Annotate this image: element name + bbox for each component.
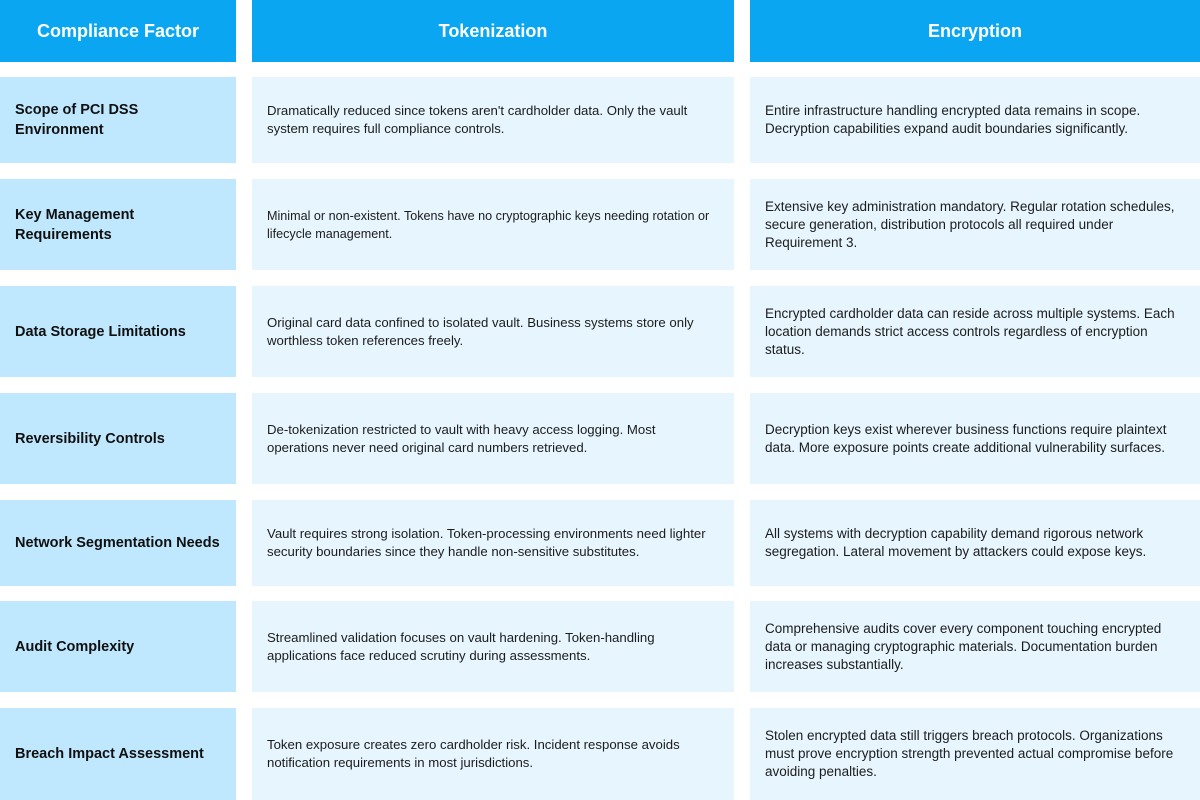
- row-2-encryption: Extensive key administration mandatory. Regular rotation schedules, secure generation, distribution protocols all required under Requirement 3.: [750, 179, 1200, 270]
- row-6-encryption: Comprehensive audits cover every component touching encrypted data or managing cryptographic materials. Documentation burden increases substantially.: [750, 601, 1200, 692]
- row-6-factor: Audit Complexity: [0, 601, 236, 692]
- row-7-tokenization: Token exposure creates zero cardholder risk. Incident response avoids notification requirements in most jurisdictions.: [252, 708, 734, 800]
- row-4-encryption: Decryption keys exist wherever business functions require plaintext data. More exposure points create additional vulnerability surfaces.: [750, 393, 1200, 484]
- row-3-tokenization: Original card data confined to isolated vault. Business systems store only worthless token references freely.: [252, 286, 734, 377]
- row-7-encryption: Stolen encrypted data still triggers breach protocols. Organizations must prove encryption strength prevented actual compromise before avoiding penalties.: [750, 708, 1200, 800]
- header-compliance-factor: Compliance Factor: [0, 0, 236, 62]
- header-encryption: Encryption: [750, 0, 1200, 62]
- row-5-tokenization: Vault requires strong isolation. Token-processing environments need lighter security boundaries since they handle non-sensitive substitutes.: [252, 500, 734, 586]
- row-1-factor: Scope of PCI DSS Environment: [0, 77, 236, 163]
- row-7-factor: Breach Impact Assessment: [0, 708, 236, 800]
- row-4-tokenization: De-tokenization restricted to vault with heavy access logging. Most operations never need original card numbers retrieved.: [252, 393, 734, 484]
- row-6-tokenization: Streamlined validation focuses on vault hardening. Token-handling applications face reduced scrutiny during assessments.: [252, 601, 734, 692]
- row-3-encryption: Encrypted cardholder data can reside across multiple systems. Each location demands strict access controls regardless of encryption status.: [750, 286, 1200, 377]
- row-5-factor: Network Segmentation Needs: [0, 500, 236, 586]
- row-5-encryption: All systems with decryption capability demand rigorous network segregation. Lateral movement by attackers could expose keys.: [750, 500, 1200, 586]
- row-1-tokenization: Dramatically reduced since tokens aren't cardholder data. Only the vault system requires full compliance controls.: [252, 77, 734, 163]
- header-tokenization: Tokenization: [252, 0, 734, 62]
- row-2-tokenization: Minimal or non-existent. Tokens have no cryptographic keys needing rotation or lifecycle management.: [252, 179, 734, 270]
- row-3-factor: Data Storage Limitations: [0, 286, 236, 377]
- row-2-factor: Key Management Requirements: [0, 179, 236, 270]
- row-4-factor: Reversibility Controls: [0, 393, 236, 484]
- row-1-encryption: Entire infrastructure handling encrypted data remains in scope. Decryption capabilities expand audit boundaries significantly.: [750, 77, 1200, 163]
